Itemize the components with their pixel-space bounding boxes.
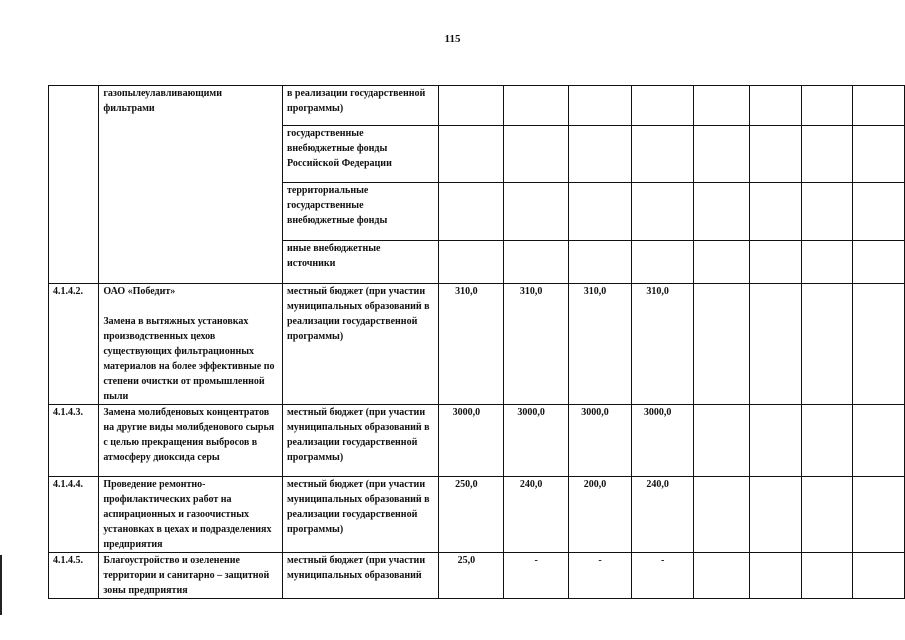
value-cell: 310,0: [568, 284, 631, 405]
value-cell: [750, 126, 801, 183]
value-cell: [693, 477, 749, 553]
value-cell: -: [568, 553, 631, 599]
value-cell: [801, 126, 852, 183]
value-cell: -: [504, 553, 568, 599]
funding-source-cell: государственные внебюджетные фонды Российской Федерации: [283, 126, 439, 183]
value-cell: 310,0: [439, 284, 504, 405]
value-cell: [439, 241, 504, 284]
funding-source-cell: местный бюджет (при участии муниципальных образований в реализации государственной программы): [283, 405, 439, 477]
value-cell: [504, 241, 568, 284]
value-cell: [693, 241, 749, 284]
table-row: [49, 553, 905, 599]
funding-source-cell: иные внебюджетные источники: [283, 241, 439, 284]
value-cell: [504, 183, 568, 241]
value-cell: [439, 126, 504, 183]
value-cell: [693, 86, 749, 126]
value-cell: 3000,0: [632, 405, 694, 477]
value-cell: [750, 553, 801, 599]
value-cell: -: [632, 553, 694, 599]
name-cell: Проведение ремонтно-профилактических работ на аспирационных и газоочистных установках в цехах и подразделениях предприятия: [99, 477, 283, 553]
table-row: [49, 86, 905, 126]
value-cell: 240,0: [632, 477, 694, 553]
value-cell: [632, 183, 694, 241]
table-row: [49, 284, 905, 405]
budget-table: [48, 85, 905, 599]
funding-source-cell: местный бюджет (при участии муниципальных образований в реализации государственной программы): [283, 284, 439, 405]
value-cell: [632, 241, 694, 284]
name-cell: газопылеулавливающими фильтрами: [99, 86, 283, 284]
funding-source-cell: в реализации государственной программы): [283, 86, 439, 126]
value-cell: [750, 477, 801, 553]
name-cell: Благоустройство и озеленение территории и санитарно – защитной зоны предприятия: [99, 553, 283, 599]
value-cell: [693, 553, 749, 599]
table-row: [49, 405, 905, 477]
value-cell: [852, 241, 904, 284]
value-cell: [801, 405, 852, 477]
value-cell: [439, 183, 504, 241]
value-cell: [750, 405, 801, 477]
value-cell: [568, 126, 631, 183]
value-cell: [693, 284, 749, 405]
value-cell: [801, 284, 852, 405]
value-cell: [693, 405, 749, 477]
scan-edge-mark: [0, 555, 2, 615]
value-cell: [568, 241, 631, 284]
value-cell: 240,0: [504, 477, 568, 553]
code-cell: 4.1.4.4.: [49, 477, 99, 553]
code-cell: 4.1.4.5.: [49, 553, 99, 599]
value-cell: 25,0: [439, 553, 504, 599]
value-cell: 310,0: [504, 284, 568, 405]
value-cell: [801, 241, 852, 284]
value-cell: 3000,0: [439, 405, 504, 477]
value-cell: [852, 183, 904, 241]
value-cell: 3000,0: [568, 405, 631, 477]
value-cell: [504, 86, 568, 126]
value-cell: [852, 405, 904, 477]
funding-source-cell: местный бюджет (при участии муниципальных образований в реализации государственной программы): [283, 477, 439, 553]
value-cell: 3000,0: [504, 405, 568, 477]
value-cell: 310,0: [632, 284, 694, 405]
value-cell: [568, 86, 631, 126]
value-cell: [632, 126, 694, 183]
value-cell: [568, 183, 631, 241]
value-cell: [693, 183, 749, 241]
value-cell: [801, 553, 852, 599]
value-cell: [852, 477, 904, 553]
value-cell: 250,0: [439, 477, 504, 553]
value-cell: [852, 126, 904, 183]
value-cell: [750, 183, 801, 241]
value-cell: [852, 553, 904, 599]
value-cell: [750, 241, 801, 284]
value-cell: [504, 126, 568, 183]
page-number: 115: [444, 33, 461, 45]
name-cell: Замена молибденовых концентратов на другие виды молибденового сырья с целью прекращения выбросов в атмосферу диоксида серы: [99, 405, 283, 477]
code-cell: 4.1.4.2.: [49, 284, 99, 405]
value-cell: [801, 183, 852, 241]
funding-source-cell: территориальные государственные внебюджетные фонды: [283, 183, 439, 241]
value-cell: [852, 86, 904, 126]
code-cell: 4.1.4.3.: [49, 405, 99, 477]
value-cell: [801, 477, 852, 553]
table-row: [49, 477, 905, 553]
name-cell: ОАО «Победит» Замена в вытяжных установках производственных цехов существующих фильтрационных материалов на более эффективные по степени очистки от промышленной пыли: [99, 284, 283, 405]
value-cell: [693, 126, 749, 183]
value-cell: [750, 284, 801, 405]
value-cell: [801, 86, 852, 126]
funding-source-cell: местный бюджет (при участии муниципальных образований: [283, 553, 439, 599]
code-cell: [49, 86, 99, 284]
value-cell: [852, 284, 904, 405]
value-cell: [439, 86, 504, 126]
value-cell: [750, 86, 801, 126]
value-cell: [632, 86, 694, 126]
value-cell: 200,0: [568, 477, 631, 553]
